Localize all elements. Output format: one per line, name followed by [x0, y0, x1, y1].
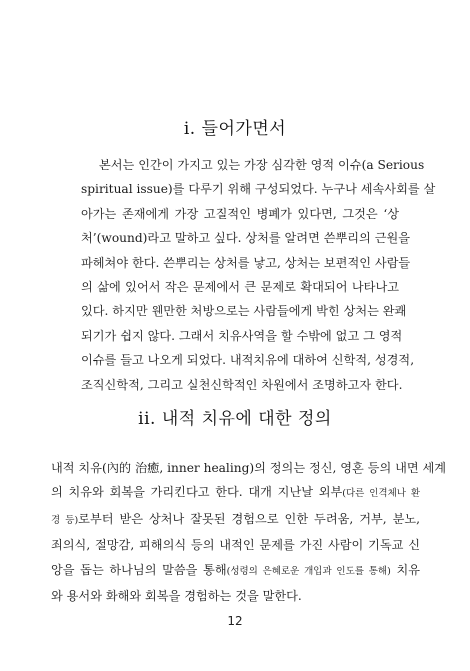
paragraph-line: 있다. 하지만 웬만한 처방으로는 사람들에게 박힌 상처는 완쾌 [81, 304, 407, 319]
introduction-paragraph [81, 153, 436, 397]
paragraph-line: 파헤쳐야 한다. 쓴뿌리는 상처를 낳고, 상처는 보편적인 사람들 [81, 255, 411, 270]
paragraph-line: 조직신학적, 그리고 실천신학적인 차원에서 조명하고자 한다. [81, 377, 403, 392]
paragraph-line: 처’(wound)라고 말하고 싶다. 상처를 알려면 쓴뿌리의 근원을 [81, 231, 411, 246]
paragraph-line: spiritual issue)를 다루기 위해 구성되었다. 누구나 세속사회를 살 [81, 182, 436, 197]
paragraph-line: 본서는 인간이 가지고 있는 가장 심각한 영적 이슈(a Serious [99, 158, 425, 172]
line-text: 로부터 받은 상처나 잘못된 경험으로 인한 두려움, 거부, 분노, [78, 511, 420, 526]
paragraph-line: 아가는 존재에게 가장 고질적인 병폐가 있다면, 그것은 ‘상 [81, 206, 399, 221]
page-number: 12 [227, 614, 243, 628]
section-heading-introduction: i. 들어가면서 [183, 119, 287, 139]
paragraph-line [51, 507, 420, 533]
parenthetical-note: (다른 인격체나 환 [342, 488, 420, 500]
paragraph-line: 죄의식, 절망감, 피해의식 등의 내적인 문제를 가진 사람이 기독교 신 [51, 538, 420, 553]
line-text: 치유 [390, 562, 420, 577]
paragraph-line: 내적 치유(內的 治癒, inner healing)의 정의는 정신, 영혼 등의 내면 세계 [51, 461, 447, 475]
definition-paragraph [51, 456, 447, 608]
line-text: 앙을 돕는 하나님의 말씀을 통해 [51, 562, 227, 577]
parenthetical-note: 경 등) [51, 514, 79, 526]
line-text: 의 치유와 회복을 가리킨다고 한다. 대개 지난날 외부 [51, 485, 343, 500]
section-heading-definition: ii. 내적 치유에 대한 정의 [138, 409, 332, 429]
paragraph-line: 와 용서와 화해와 회복을 경험하는 것을 말한다. [51, 589, 302, 604]
paragraph-line [51, 558, 420, 584]
paragraph-line: 이슈를 들고 나오게 되었다. 내적치유에 대하여 신학적, 성경적, [81, 353, 415, 368]
paragraph-line: 의 삶에 있어서 작은 문제에서 큰 문제로 확대되어 나타나고 [81, 280, 399, 295]
paragraph-line [51, 480, 420, 506]
parenthetical-note: (성령의 은혜로운 개입과 인도를 통해) [226, 565, 391, 577]
paragraph-line: 되기가 쉽지 않다. 그래서 치유사역을 할 수밖에 없고 그 영적 [81, 328, 403, 343]
